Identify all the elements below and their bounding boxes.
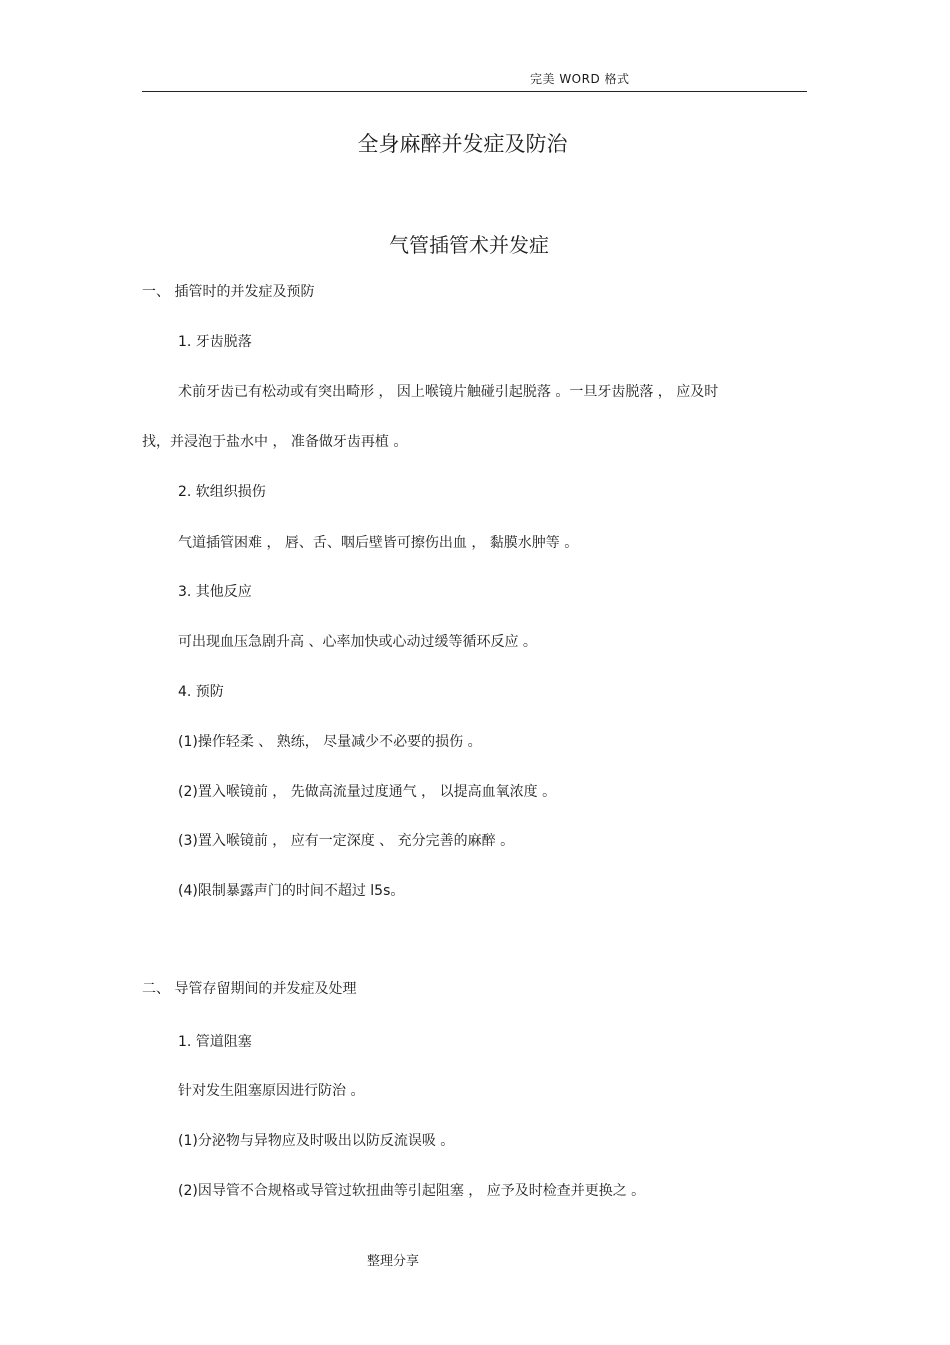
page-header: 完美 WORD 格式 — [530, 72, 630, 86]
list-item: (4)限制暴露声门的时间不超过 l5s。 — [178, 883, 405, 899]
list-item: (2)置入喉镜前 ， 先做高流量过度通气 ， 以提高血氧浓度 。 — [178, 784, 557, 800]
subsection-heading: 3. 其他反应 — [178, 584, 252, 600]
paragraph-line: 针对发生阻塞原因进行防治 。 — [178, 1083, 365, 1099]
section-heading: 二、 导管存留期间的并发症及处理 — [142, 981, 357, 997]
subsection-heading: 4. 预防 — [178, 684, 224, 700]
paragraph-line: 可出现血压急剧升高 、心率加快或心动过缓等循环反应 。 — [178, 634, 537, 650]
list-item: (2)因导管不合规格或导管过软扭曲等引起阻塞 ， 应予及时检查并更换之 。 — [178, 1183, 646, 1199]
list-item: (3)置入喉镜前 ， 应有一定深度 、 充分完善的麻醉 。 — [178, 833, 515, 849]
page-footer: 整理分享 — [367, 1254, 420, 1269]
paragraph-line: 术前牙齿已有松动或有突出畸形 ， 因上喉镜片触碰引起脱落 。一旦牙齿脱落 ， 应及时 — [178, 384, 719, 400]
subsection-heading: 1. 管道阻塞 — [178, 1034, 252, 1050]
paragraph-line: 气道插管困难 ， 唇、舌、咽后壁皆可擦伤出血 ， 黏膜水肿等 。 — [178, 535, 579, 551]
section-title: 气管插管术并发症 — [389, 233, 549, 257]
header-rule — [142, 91, 807, 92]
subsection-heading: 1. 牙齿脱落 — [178, 334, 252, 350]
list-item: (1)分泌物与异物应及时吸出以防反流误吸 。 — [178, 1133, 455, 1149]
list-item: (1)操作轻柔 、 熟练， 尽量减少不必要的损伤 。 — [178, 734, 482, 750]
document-title: 全身麻醉并发症及防治 — [357, 132, 568, 156]
subsection-heading: 2. 软组织损伤 — [178, 484, 266, 500]
section-heading: 一、 插管时的并发症及预防 — [142, 284, 315, 300]
paragraph-line: 找，并浸泡于盐水中 ， 准备做牙齿再植 。 — [142, 434, 408, 450]
